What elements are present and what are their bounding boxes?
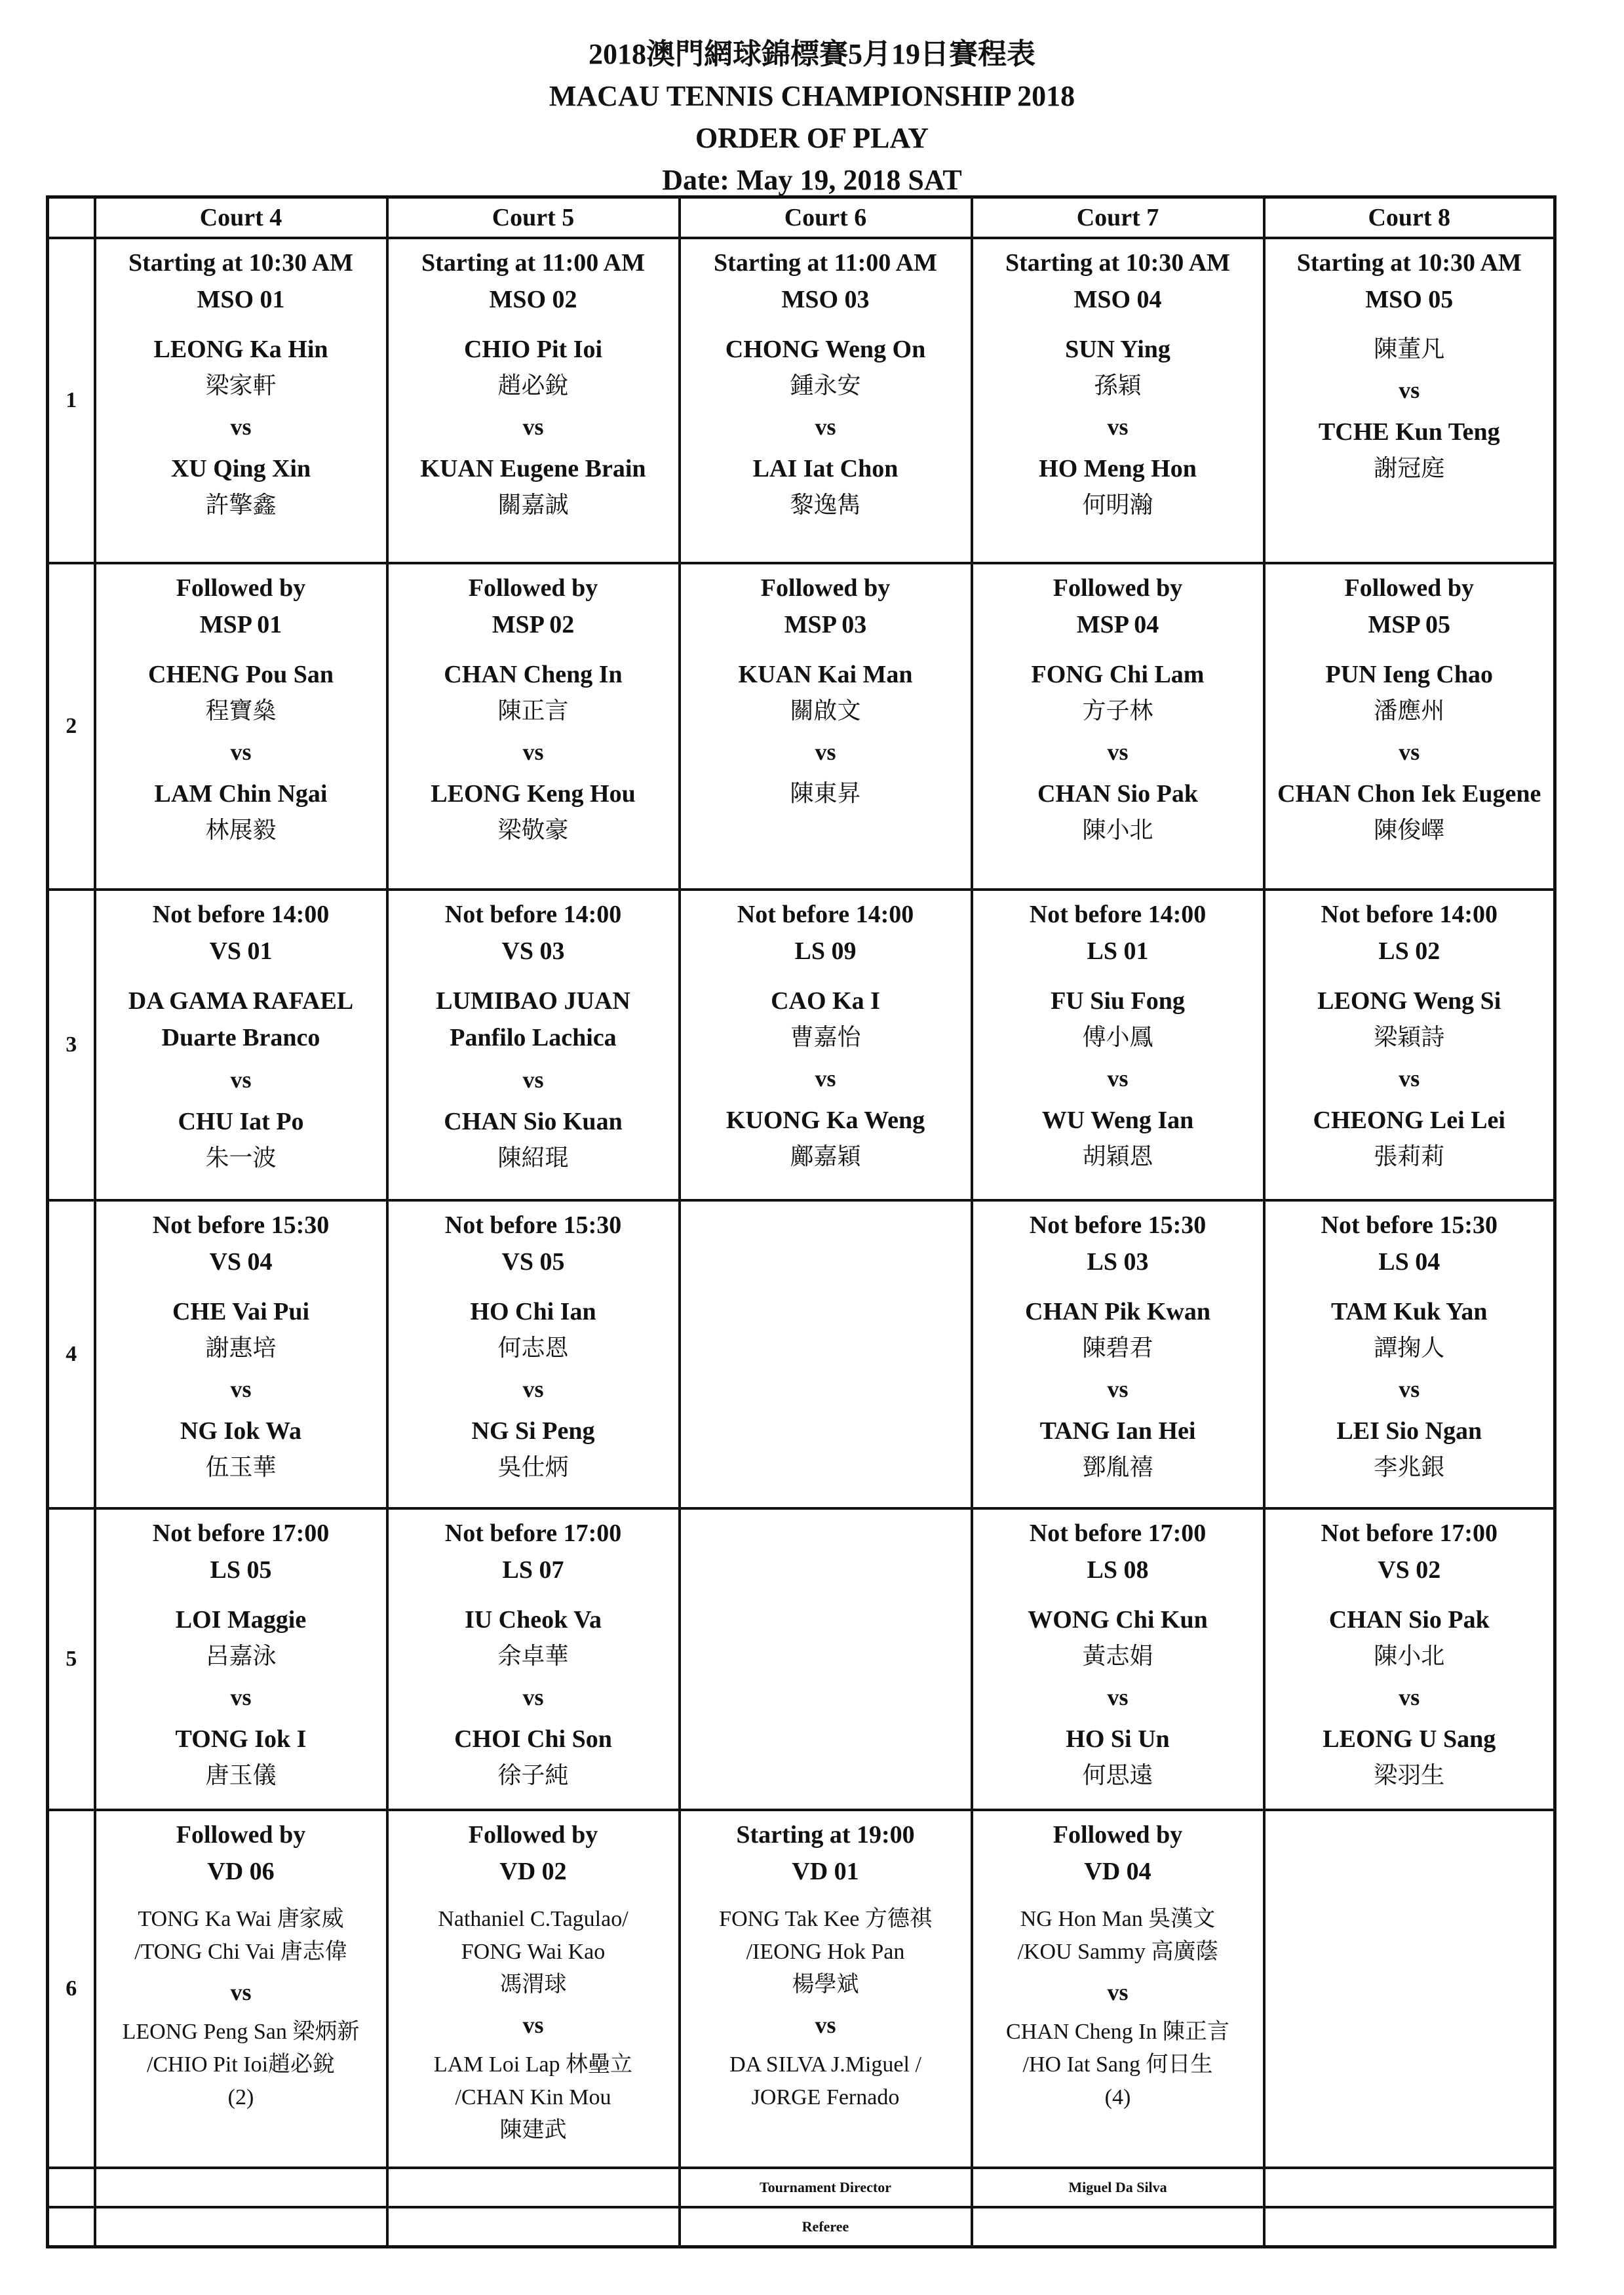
- match-cell: [1264, 1810, 1555, 2168]
- versus-label: vs: [1399, 377, 1420, 403]
- team2-line: (4): [1104, 2085, 1131, 2109]
- match-time: Not before 14:00: [1029, 901, 1207, 928]
- match-code: MSP 03: [784, 611, 867, 638]
- player2-name-cn: 陳俊嶧: [1374, 817, 1445, 843]
- player1-name: CHENG Pou San: [148, 661, 334, 688]
- footer-cell: [1264, 2168, 1555, 2207]
- round-number: 5: [48, 1508, 95, 1810]
- team2-line: LEONG Peng San 梁炳新: [122, 2020, 360, 2044]
- round-number: 6: [48, 1810, 95, 2168]
- versus-label: vs: [815, 739, 836, 765]
- match-time: Not before 15:30: [1029, 1211, 1207, 1239]
- team1-line: /IEONG Hok Pan: [746, 1940, 905, 1964]
- match-code: LS 04: [1378, 1248, 1440, 1276]
- match-cell: [972, 563, 1264, 890]
- team2-line: 陳建武: [499, 2118, 567, 2142]
- team1-line: Nathaniel C.Tagulao/: [438, 1907, 628, 1931]
- player1-name: CAO Ka I: [771, 987, 880, 1015]
- match-cell: [972, 1810, 1264, 2168]
- player2-name-cn: 伍玉華: [205, 1454, 277, 1480]
- versus-label: vs: [1399, 1376, 1420, 1402]
- title-english: MACAU TENNIS CHAMPIONSHIP 2018: [549, 80, 1075, 112]
- court-header: Court 4: [95, 197, 387, 239]
- player2-name: LAM Chin Ngai: [154, 780, 328, 808]
- versus-label: vs: [522, 414, 544, 440]
- team2-line: DA SILVA J.Miguel /: [729, 2052, 921, 2077]
- team1-line: /TONG Chi Vai 唐志偉: [134, 1940, 347, 1964]
- match-time: Starting at 10:30 AM: [1005, 249, 1231, 277]
- player1-name-cn: 方子林: [1082, 697, 1153, 724]
- match-cell: [95, 890, 387, 1200]
- player2-name-cn: 吳仕炳: [497, 1454, 569, 1480]
- player2-name-cn: 梁羽生: [1374, 1762, 1445, 1788]
- player1-name: FU Siu Fong: [1051, 987, 1185, 1015]
- match-code: LS 01: [1087, 937, 1149, 965]
- player1-name: IU Cheok Va: [464, 1606, 602, 1634]
- player2-name-cn: 謝冠庭: [1374, 455, 1445, 481]
- versus-label: vs: [230, 739, 252, 765]
- match-code: VS 02: [1378, 1556, 1441, 1584]
- match-cell: [972, 238, 1264, 563]
- versus-label: vs: [522, 1376, 544, 1402]
- match-cell: [1264, 1508, 1555, 1810]
- player1-name-cn: 潘應州: [1374, 697, 1445, 724]
- match-code: LS 09: [794, 937, 857, 965]
- player1-name: SUN Ying: [1065, 336, 1170, 363]
- match-code: MSP 04: [1076, 611, 1159, 638]
- match-code: MSP 01: [199, 611, 282, 638]
- team1-line: /KOU Sammy 高廣蔭: [1017, 1940, 1218, 1964]
- round-row: [48, 1810, 1555, 2168]
- round-number: 3: [48, 890, 95, 1200]
- referee-row: [48, 2207, 1555, 2247]
- footer-cell: [1264, 2207, 1555, 2247]
- match-code: VD 04: [1084, 1858, 1151, 1885]
- versus-label: vs: [522, 1067, 544, 1093]
- player2-name: CHOI Chi Son: [454, 1725, 612, 1753]
- player1-name: CHAN Sio Pak: [1328, 1606, 1490, 1634]
- player2-name-cn: 關嘉誠: [497, 492, 569, 518]
- match-time: Followed by: [1053, 574, 1183, 602]
- round-number: 2: [48, 563, 95, 890]
- versus-label: vs: [522, 1684, 544, 1710]
- player1-name-cn: 曹嘉怡: [790, 1024, 861, 1050]
- player1-name-cn: Duarte Branco: [161, 1024, 320, 1051]
- player2-name: HO Meng Hon: [1039, 455, 1197, 482]
- match-cell: [387, 1200, 680, 1508]
- player2-name: NG Si Peng: [471, 1417, 595, 1445]
- referee-label: Referee: [680, 2207, 972, 2247]
- corner-cell: [48, 197, 95, 239]
- player2-name: LAI Iat Chon: [752, 455, 899, 482]
- player2-name: TONG Iok I: [175, 1725, 307, 1753]
- versus-label: vs: [230, 1979, 252, 2005]
- player1-name-cn: 何志恩: [497, 1335, 569, 1361]
- player2-name: LEONG U Sang: [1323, 1725, 1496, 1753]
- match-code: VS 05: [501, 1248, 565, 1276]
- match-cell: [972, 890, 1264, 1200]
- court-header: Court 5: [387, 197, 680, 239]
- match-code: MSP 05: [1368, 611, 1451, 638]
- player2-name-cn: 胡穎恩: [1082, 1143, 1153, 1169]
- match-cell: [1264, 238, 1555, 563]
- team1-line: TONG Ka Wai 唐家威: [138, 1907, 344, 1931]
- player2-name-cn: 陳小北: [1082, 817, 1153, 843]
- match-cell: [972, 1200, 1264, 1508]
- player2-name-cn: 李兆銀: [1374, 1454, 1445, 1480]
- team1-line: 楊學斌: [792, 1972, 859, 1997]
- match-cell: [387, 1508, 680, 1810]
- footer-cell: [387, 2168, 680, 2207]
- player1-name-cn: 關啟文: [790, 697, 861, 724]
- player1-name: CHAN Cheng In: [444, 661, 623, 688]
- title-chinese: 2018澳門網球錦標賽5月19日賽程表: [589, 38, 1035, 70]
- player1-name-cn: 梁穎詩: [1374, 1024, 1445, 1050]
- versus-label: vs: [1107, 1684, 1129, 1710]
- player1-name: CHIO Pit Ioi: [463, 336, 603, 363]
- match-time: Followed by: [1053, 1821, 1183, 1849]
- match-time: Followed by: [176, 1821, 306, 1849]
- player2-name: TCHE Kun Teng: [1318, 418, 1500, 446]
- versus-label: vs: [1399, 1684, 1420, 1710]
- round-row: [48, 890, 1555, 1200]
- player1-name: KUAN Kai Man: [738, 661, 913, 688]
- player1-name: CHE Vai Pui: [172, 1298, 310, 1325]
- team1-line: 馮渭球: [499, 1972, 567, 1997]
- match-time: Starting at 11:00 AM: [714, 249, 937, 277]
- match-cell: [387, 890, 680, 1200]
- player1-name: DA GAMA RAFAEL: [128, 987, 354, 1015]
- player2-name: NG Iok Wa: [180, 1417, 302, 1445]
- round-number: 4: [48, 1200, 95, 1508]
- match-cell: [95, 1200, 387, 1508]
- player2-name: CHAN Sio Pak: [1037, 780, 1198, 808]
- player2-name-cn: 何明瀚: [1082, 492, 1153, 518]
- match-time: Followed by: [468, 574, 598, 602]
- versus-label: vs: [815, 1065, 836, 1091]
- match-cell: [680, 890, 972, 1200]
- footer-cell: [48, 2168, 95, 2207]
- player2-name: CHAN Sio Kuan: [444, 1108, 623, 1135]
- round-number: 1: [48, 238, 95, 563]
- team2-line: JORGE Fernado: [751, 2085, 900, 2109]
- court-header: Court 8: [1264, 197, 1555, 239]
- match-cell: [387, 1810, 680, 2168]
- player2-name: WU Weng Ian: [1041, 1107, 1194, 1134]
- player1-name-cn: 程寶燊: [205, 697, 277, 724]
- player2-name: LEONG Keng Hou: [431, 780, 636, 808]
- schedule-table: [46, 195, 1556, 2248]
- match-cell: [680, 1810, 972, 2168]
- player2-name-cn: 鄧胤禧: [1082, 1454, 1153, 1480]
- match-time: Not before 15:30: [152, 1211, 330, 1239]
- versus-label: vs: [230, 414, 252, 440]
- match-code: MSP 02: [492, 611, 575, 638]
- match-time: Not before 17:00: [1029, 1520, 1207, 1547]
- match-cell: [972, 1508, 1264, 1810]
- player2-name: LEI Sio Ngan: [1336, 1417, 1482, 1445]
- match-time: Not before 14:00: [444, 901, 622, 928]
- player1-name-cn: 譚掬人: [1374, 1335, 1445, 1361]
- match-code: MSO 02: [489, 286, 577, 313]
- versus-label: vs: [1107, 1065, 1129, 1091]
- versus-label: vs: [1399, 739, 1420, 765]
- match-cell: [680, 563, 972, 890]
- team1-line: FONG Wai Kao: [461, 1940, 606, 1964]
- match-code: VS 03: [501, 937, 565, 965]
- player1-name-cn: 謝惠培: [205, 1335, 277, 1361]
- court-header: Court 6: [680, 197, 972, 239]
- player1-name: CHAN Pik Kwan: [1025, 1298, 1210, 1325]
- match-code: MSO 03: [781, 286, 870, 313]
- footer-cell: [387, 2207, 680, 2247]
- versus-label: vs: [1107, 739, 1129, 765]
- match-time: Not before 17:00: [1321, 1520, 1498, 1547]
- director-name: Miguel Da Silva: [972, 2168, 1264, 2207]
- versus-label: vs: [1107, 414, 1129, 440]
- player2-name-cn: 梁敬豪: [497, 817, 569, 843]
- match-time: Followed by: [1344, 574, 1474, 602]
- player2-name-cn: 陳紹琨: [497, 1145, 569, 1171]
- player1-name-cn: 黃志娟: [1082, 1643, 1153, 1669]
- court-header: Court 7: [972, 197, 1264, 239]
- match-time: Not before 14:00: [737, 901, 914, 928]
- match-time: Not before 15:30: [444, 1211, 622, 1239]
- match-code: MSO 01: [197, 286, 285, 313]
- player2-name-cn: 陳東昇: [790, 780, 861, 806]
- player1-name: FONG Chi Lam: [1031, 661, 1205, 688]
- match-code: LS 07: [502, 1556, 564, 1584]
- match-time: Followed by: [176, 574, 306, 602]
- player2-name: TANG Ian Hei: [1039, 1417, 1196, 1445]
- player2-name-cn: 何思遠: [1082, 1762, 1153, 1788]
- director-row: [48, 2168, 1555, 2207]
- match-code: VD 06: [207, 1858, 275, 1885]
- match-code: VS 04: [209, 1248, 273, 1276]
- versus-label: vs: [1399, 1065, 1420, 1091]
- match-time: Followed by: [760, 574, 891, 602]
- player1-name: TAM Kuk Yan: [1330, 1298, 1488, 1325]
- match-cell: [1264, 890, 1555, 1200]
- player1-name-cn: Panfilo Lachica: [450, 1024, 617, 1051]
- match-time: Starting at 10:30 AM: [128, 249, 354, 277]
- player2-name: KUAN Eugene Brain: [420, 455, 646, 482]
- footer-cell: [95, 2168, 387, 2207]
- player1-name: WONG Chi Kun: [1028, 1606, 1208, 1634]
- match-code: VD 02: [499, 1858, 567, 1885]
- versus-label: vs: [1107, 1376, 1129, 1402]
- versus-label: vs: [522, 2012, 544, 2038]
- player1-name: LEONG Weng Si: [1317, 987, 1501, 1015]
- player1-name-cn: 陳小北: [1374, 1643, 1445, 1669]
- player2-name-cn: 林展毅: [205, 817, 277, 843]
- match-code: LS 02: [1378, 937, 1440, 965]
- player2-name: CHAN Chon Iek Eugene: [1277, 780, 1541, 808]
- player1-name-cn: 趙必銳: [497, 372, 569, 399]
- versus-label: vs: [522, 739, 544, 765]
- match-time: Not before 15:30: [1321, 1211, 1498, 1239]
- player2-name: CHU Iat Po: [178, 1108, 304, 1135]
- team2-line: /CHAN Kin Mou: [455, 2085, 611, 2109]
- player1-name-cn: 陳正言: [497, 697, 569, 724]
- player1-name: HO Chi Ian: [470, 1298, 596, 1325]
- player1-name-cn: 陳碧君: [1082, 1335, 1153, 1361]
- player2-name: XU Qing Xin: [170, 455, 311, 482]
- versus-label: vs: [815, 414, 836, 440]
- match-time: Not before 17:00: [152, 1520, 330, 1547]
- match-code: LS 05: [210, 1556, 272, 1584]
- player2-name-cn: 許擎鑫: [205, 492, 277, 518]
- footer-cell: [95, 2207, 387, 2247]
- team2-line: (2): [227, 2085, 254, 2109]
- team2-line: LAM Loi Lap 林壘立: [433, 2052, 633, 2077]
- schedule-date: Date: May 19, 2018 SAT: [662, 164, 962, 196]
- team1-line: NG Hon Man 吳漢文: [1020, 1907, 1216, 1931]
- match-cell: [95, 1508, 387, 1810]
- player1-name-cn: 傅小鳳: [1082, 1024, 1153, 1050]
- player2-name: HO Si Un: [1066, 1725, 1170, 1753]
- versus-label: vs: [230, 1684, 252, 1710]
- match-cell: [680, 238, 972, 563]
- round-row: [48, 1200, 1555, 1508]
- footer-cell: [972, 2207, 1264, 2247]
- match-cell: [680, 1200, 972, 1508]
- team1-line: FONG Tak Kee 方德祺: [719, 1907, 932, 1931]
- match-cell: [95, 563, 387, 890]
- order-of-play-title: ORDER OF PLAY: [695, 122, 929, 154]
- match-code: VS 01: [209, 937, 273, 965]
- match-cell: [95, 1810, 387, 2168]
- match-time: Not before 17:00: [444, 1520, 622, 1547]
- team2-line: /CHIO Pit Ioi趙必銳: [146, 2052, 336, 2077]
- player2-name-cn: 鄺嘉穎: [790, 1143, 861, 1169]
- player1-name: LUMIBAO JUAN: [436, 987, 630, 1015]
- match-cell: [387, 563, 680, 890]
- player2-name-cn: 唐玉儀: [205, 1762, 277, 1788]
- player1-name-cn: 鍾永安: [790, 372, 861, 399]
- player2-name-cn: 黎逸雋: [790, 492, 861, 518]
- match-code: LS 08: [1087, 1556, 1149, 1584]
- player1-name: PUN Ieng Chao: [1325, 661, 1493, 688]
- match-time: Starting at 11:00 AM: [421, 249, 645, 277]
- match-time: Starting at 19:00: [736, 1821, 915, 1849]
- versus-label: vs: [230, 1067, 252, 1093]
- versus-label: vs: [1107, 1979, 1129, 2005]
- match-code: MSO 04: [1073, 286, 1162, 313]
- team2-line: /HO Iat Sang 何日生: [1022, 2052, 1213, 2077]
- player1-name: LOI Maggie: [175, 1606, 307, 1634]
- player2-name: KUONG Ka Weng: [725, 1107, 925, 1134]
- match-time: Followed by: [468, 1821, 598, 1849]
- player1-name-cn: 梁家軒: [205, 372, 277, 399]
- player2-name-cn: 張莉莉: [1374, 1143, 1445, 1169]
- round-row: [48, 238, 1555, 563]
- director-label: Tournament Director: [680, 2168, 972, 2207]
- match-time: Starting at 10:30 AM: [1296, 249, 1522, 277]
- player2-name-cn: 朱一波: [205, 1145, 277, 1171]
- player2-name-cn: 徐子純: [497, 1762, 569, 1788]
- round-row: [48, 1508, 1555, 1810]
- court-header-row: [48, 197, 1555, 239]
- match-time: Not before 14:00: [1321, 901, 1498, 928]
- player1-name-cn: 孫穎: [1094, 372, 1142, 399]
- match-cell: [680, 1508, 972, 1810]
- match-cell: [387, 238, 680, 563]
- player1-name-cn: 陳董凡: [1374, 336, 1445, 362]
- player1-name: LEONG Ka Hin: [153, 336, 328, 363]
- match-cell: [95, 238, 387, 563]
- round-row: [48, 563, 1555, 890]
- versus-label: vs: [230, 1376, 252, 1402]
- player1-name-cn: 余卓華: [497, 1643, 569, 1669]
- match-time: Not before 14:00: [152, 901, 330, 928]
- player1-name-cn: 呂嘉泳: [205, 1643, 277, 1669]
- match-code: LS 03: [1087, 1248, 1149, 1276]
- match-cell: [1264, 1200, 1555, 1508]
- team2-line: CHAN Cheng In 陳正言: [1006, 2020, 1229, 2044]
- footer-cell: [48, 2207, 95, 2247]
- match-code: MSO 05: [1365, 286, 1454, 313]
- player1-name: CHONG Weng On: [725, 336, 926, 363]
- versus-label: vs: [815, 2012, 836, 2038]
- match-cell: [1264, 563, 1555, 890]
- match-code: VD 01: [792, 1858, 859, 1885]
- player2-name: CHEONG Lei Lei: [1313, 1107, 1505, 1134]
